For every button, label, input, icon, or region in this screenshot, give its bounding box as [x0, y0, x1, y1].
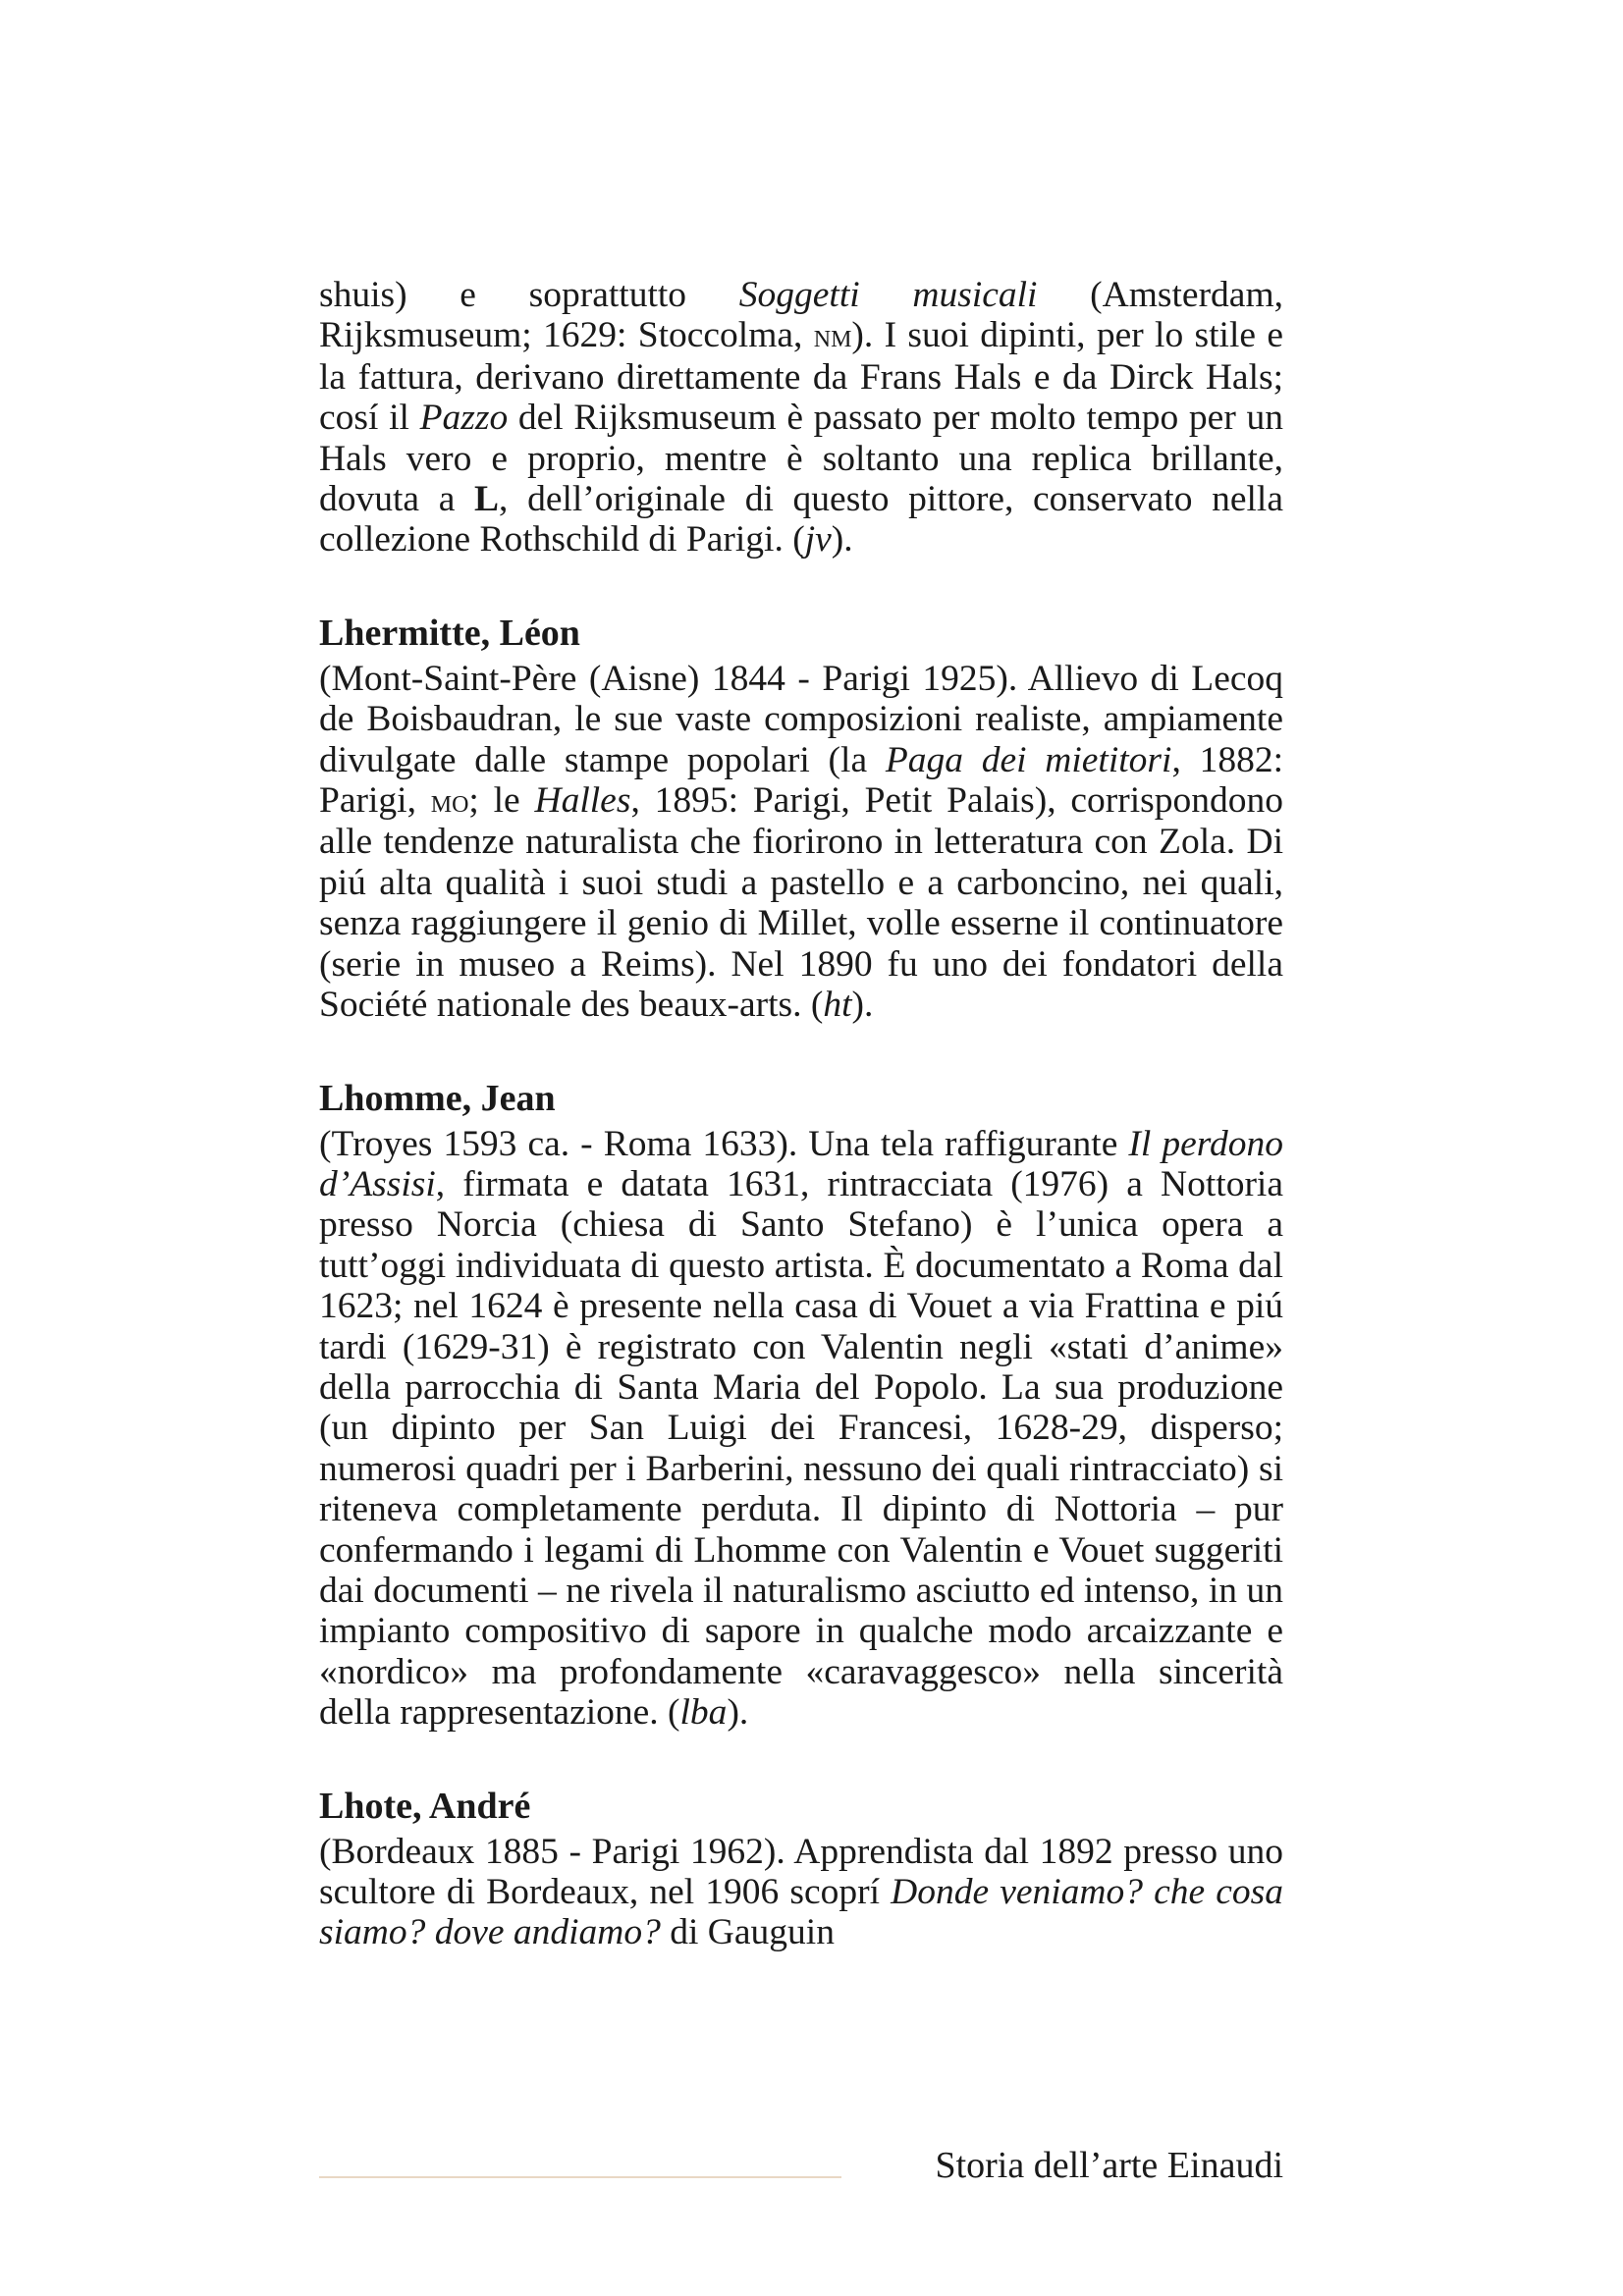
entry-text	[319, 659, 1283, 1026]
italic-title: Donde veniamo? che cosa siamo? dove andiamo?	[319, 1872, 1283, 1953]
text-run: ). I suoi dipinti, per lo stile e la fattura, derivano direttamente da Frans Hals e da Dirck Hals; cosí il	[319, 315, 1283, 439]
text-run: , firmata e datata 1631, rintracciata (1976) a Nottoria presso Norcia (chiesa di Santo Stefano) è l’unica opera a tutt’oggi individuata di questo artista. È documentato a Roma dal 1623; nel 1624 è presente nella casa di Vouet a via Frattina e piú tardi (1629-31) è registrato con Valentin negli «stati d’anime» della parrocchia di Santa Maria del Popolo. La sua produzione (un dipinto per San Luigi dei Francesi, 1628-29, disperso; numerosi quadri per i Barberini, nessuno dei quali rintracciato) si riteneva completamente perduta. Il dipinto di Nottoria – pur confermando i legami di Lhomme con Valentin e Vouet suggeriti dai documenti – ne rivela il naturalismo asciutto ed intenso, in un impianto compositivo di sapore in qualche modo arcaizzante e «nordico» ma profondamente «caravaggesco» nella sincerità della rappresentazione. (	[319, 1163, 1283, 1734]
text-run: (Amsterdam, Rijksmuseum; 1629: Stoccolma,	[319, 275, 1283, 356]
text-run: ).	[831, 519, 853, 561]
entry-title: Lhomme, Jean	[319, 1077, 556, 1119]
continued-paragraph	[319, 275, 1283, 561]
museum-abbrev: nm	[813, 318, 852, 355]
text-run: ).	[851, 985, 874, 1026]
text-run: , 1882: Parigi,	[319, 739, 1283, 822]
footer-label: Storia dell’arte Einaudi	[935, 2145, 1283, 2186]
author-initials: jv	[804, 519, 832, 561]
text-run: (Bordeaux 1885 - Parigi 1962). Apprendista dal 1892 presso uno scultore di Bordeaux, nel 1906 scoprí	[319, 1831, 1283, 1912]
author-initials: ht	[823, 985, 852, 1026]
text-run: del Rijksmuseum è passato per molto tempo per un Hals vero e proprio, mentre è soltanto una replica brillante, dovuta a	[319, 398, 1284, 520]
entry-text	[319, 1124, 1283, 1734]
text-run: (Mont-Saint-Père (Aisne) 1844 - Parigi 1925). Allievo di Lecoq de Boisbaudran, le sue vaste composizioni realiste, ampiamente divulgate dalle stampe popolari (la	[319, 658, 1283, 780]
museum-abbrev: mo	[430, 783, 469, 821]
entry-text	[319, 1832, 1283, 1953]
italic-title: Halles	[534, 780, 631, 822]
text-run: , 1895: Parigi, Petit Palais), corrispondono alle tendenze naturalista che fiorirono in letteratura con Zola. Di piú alta qualità i suoi studi a pastello e a carboncino, nei quali, senza raggiungere il genio di Millet, volle esserne il continuatore (serie in museo a Reims). Nel 1890 fu uno dei fondatori della Société nationale des beaux-arts. (	[319, 780, 1284, 1026]
text-run: (Troyes 1593 ca. - Roma 1633). Una tela raffigurante	[319, 1123, 1129, 1164]
text-run: ; le	[468, 780, 535, 822]
italic-title: Il perdono d’Assisi	[319, 1123, 1283, 1204]
text-run: , dell’originale di questo pittore, conservato nella collezione Rothschild di Parigi. (	[319, 479, 1283, 561]
page-footer	[319, 2144, 1283, 2187]
text-run: di Gauguin	[660, 1912, 835, 1953]
entry-title: Lhote, André	[319, 1785, 531, 1827]
italic-title: Soggetti musicali	[738, 275, 1038, 315]
italic-title: Pazzo	[419, 398, 509, 439]
author-initials: lba	[679, 1692, 728, 1734]
entry-lhermitte	[319, 611, 1283, 1026]
italic-title: Paga dei mietitori	[885, 739, 1172, 780]
footer-rule	[319, 2176, 841, 2178]
text-run: shuis) e soprattutto	[319, 275, 739, 315]
page-body	[319, 275, 1283, 1953]
entry-title: Lhermitte, Léon	[319, 612, 580, 654]
text-run: ).	[727, 1692, 749, 1734]
entry-lhote	[319, 1784, 1283, 1953]
entry-lhomme	[319, 1076, 1283, 1734]
bold-initial: L	[474, 479, 500, 520]
